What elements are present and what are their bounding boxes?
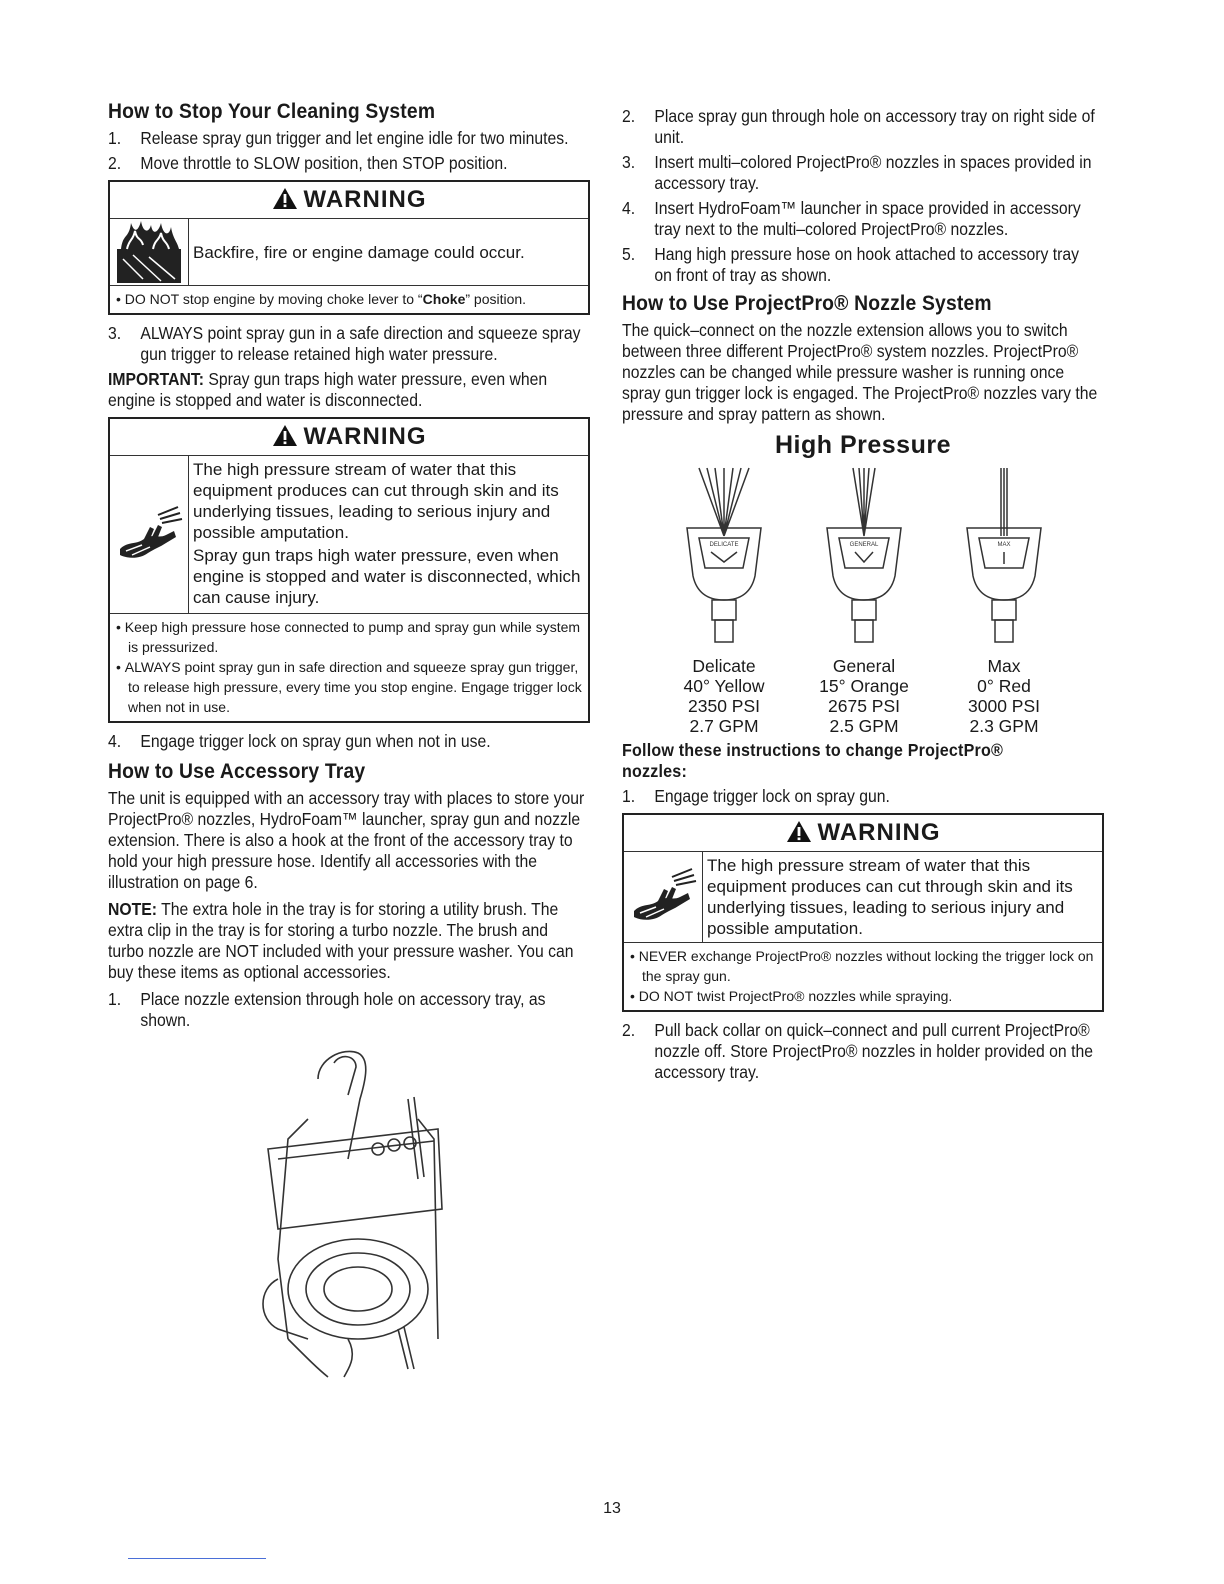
list-item: • DO NOT twist ProjectPro® nozzles while spraying. (630, 988, 953, 1004)
nozzle-delicate: DELICATE Delicate 40° Yellow 2350 PSI 2.7 GPM (664, 466, 784, 736)
nozzle-paragraph: The quick–connect on the nozzle extension allows you to switch between three different ProjectPro® system nozzles. ProjectPro® nozzles can be changed while pressure washer is running once spray gun trigger lock is engaged. The ProjectPro® nozzles vary the pressure and spray pattern as shown. (622, 320, 1098, 424)
stop-heading: How to Stop Your Cleaning System (108, 100, 436, 123)
list-item: 4. Insert HydroFoam™ launcher in space provided in accessory tray next to the multi–colored ProjectPro® nozzles. (622, 198, 1081, 239)
step-3 (108, 323, 590, 365)
list-item: 1. Place nozzle extension through hole on accessory tray, as shown. (108, 989, 546, 1030)
warning-box-pressure (108, 417, 590, 723)
tray-heading: How to Use Accessory Tray (108, 760, 366, 783)
svg-text:DELICATE: DELICATE (709, 542, 739, 548)
warning-box-backfire (108, 180, 590, 315)
warning-header: WARNING (624, 815, 1102, 852)
high-pressure-heading: High Pressure (774, 431, 951, 459)
list-item: 1. Release spray gun trigger and let engine idle for two minutes. (108, 128, 569, 148)
fire-hazard-icon (110, 219, 189, 285)
list-item: 1. Engage trigger lock on spray gun. (622, 786, 890, 806)
warning-triangle-icon (272, 185, 298, 221)
step-4 (108, 731, 590, 752)
tray-paragraph: The unit is equipped with an accessory tray with places to store your ProjectPro® nozzles, HydroFoam™ launcher, spray gun and nozzle extension. There is also a hook at the front of the accessory tray to hold your high pressure hose. Identify all accessories with the illustration on page 6. (108, 788, 585, 892)
warning-body-text: Backfire, fire or engine damage could occur. (193, 242, 525, 262)
list-item: • NEVER exchange ProjectPro® nozzles without locking the trigger lock on the spray gun. (630, 948, 1094, 984)
change-step-2 (622, 1020, 1104, 1083)
footer-rule (128, 1558, 266, 1559)
stop-steps (108, 128, 590, 174)
list-item: 4. Engage trigger lock on spray gun when not in use. (108, 731, 491, 751)
list-item: • Keep high pressure hose connected to pump and spray gun while system is pressurized. (116, 619, 581, 655)
left-column (108, 100, 590, 1384)
important-note: IMPORTANT: Spray gun traps high water pressure, even when engine is stopped and water is disconnected. (108, 369, 548, 410)
warning-bullets (110, 614, 588, 721)
warning-box-nozzle (622, 813, 1104, 1012)
list-item: 2. Place spray gun through hole on accessory tray on right side of unit. (622, 106, 1095, 147)
list-item: • ALWAYS point spray gun in safe direction and squeeze spray gun trigger, to release high pressure, every time you stop engine. Engage trigger lock when not in use. (116, 659, 582, 715)
warning-triangle-icon (786, 818, 812, 854)
max-nozzle-icon (949, 466, 1059, 656)
warning-body-text: The high pressure stream of water that this equipment produces can cut through skin and its underlying tissues, leading to serious injury and possible amputation. (707, 856, 1073, 938)
warning-bullets (624, 943, 1102, 1010)
right-column (622, 100, 1104, 1087)
nozzle-heading: How to Use ProjectPro® Nozzle System (622, 292, 992, 315)
nozzle-chart (622, 466, 1104, 736)
warning-header: WARNING (110, 182, 588, 219)
list-item: • DO NOT stop engine by moving choke lever to “Choke” position. (116, 291, 527, 307)
nozzle-general: GENERAL General 15° Orange 2675 PSI 2.5 GPM (804, 466, 924, 736)
list-item: 5. Hang high pressure hose on hook attached to accessory tray on front of tray as shown. (622, 244, 1080, 285)
tray-steps (622, 106, 1104, 286)
warning-body-text: The high pressure stream of water that this equipment produces can cut through skin and its underlying tissues, leading to serious injury and possible amputation. Spray gun traps high water pressure, even when engine is stopped and water is disconnected, which can cause injury. (193, 460, 581, 607)
warning-header: WARNING (110, 419, 588, 456)
list-item: 3. ALWAYS point spray gun in a safe direction and squeeze spray gun trigger to release retained high water pressure. (108, 323, 581, 364)
list-item: 2. Pull back collar on quick–connect and pull current ProjectPro® nozzle off. Store ProjectPro® nozzles in holder provided on the accessory tray. (622, 1020, 1093, 1082)
tray-step-1 (108, 989, 590, 1031)
tray-note: NOTE: The extra hole in the tray is for storing a utility brush. The extra clip in the tray is for storing a turbo nozzle. The brush and turbo nozzle are NOT included with your pressure washer. You can buy these items as optional accessories. (108, 899, 574, 982)
svg-text:GENERAL: GENERAL (849, 542, 879, 548)
list-item: 3. Insert multi–colored ProjectPro® nozzles in spaces provided in accessory tray. (622, 152, 1092, 193)
warning-bullets (110, 286, 588, 313)
change-step-1 (622, 786, 1104, 807)
hand-injection-hazard-icon (624, 852, 703, 942)
svg-text:MAX: MAX (997, 542, 1011, 548)
hand-injection-hazard-icon (110, 456, 189, 613)
list-item: 2. Move throttle to SLOW position, then STOP position. (108, 153, 508, 173)
general-nozzle-icon (809, 466, 919, 656)
delicate-nozzle-icon (669, 466, 779, 656)
page-number: 13 (603, 1500, 621, 1517)
nozzle-max: MAX Max 0° Red 3000 PSI 2.3 GPM (944, 466, 1064, 736)
accessory-tray-illustration (248, 1039, 590, 1384)
follow-heading: Follow these instructions to change ProjectPro® nozzles: (622, 740, 1004, 781)
warning-triangle-icon (272, 422, 298, 458)
